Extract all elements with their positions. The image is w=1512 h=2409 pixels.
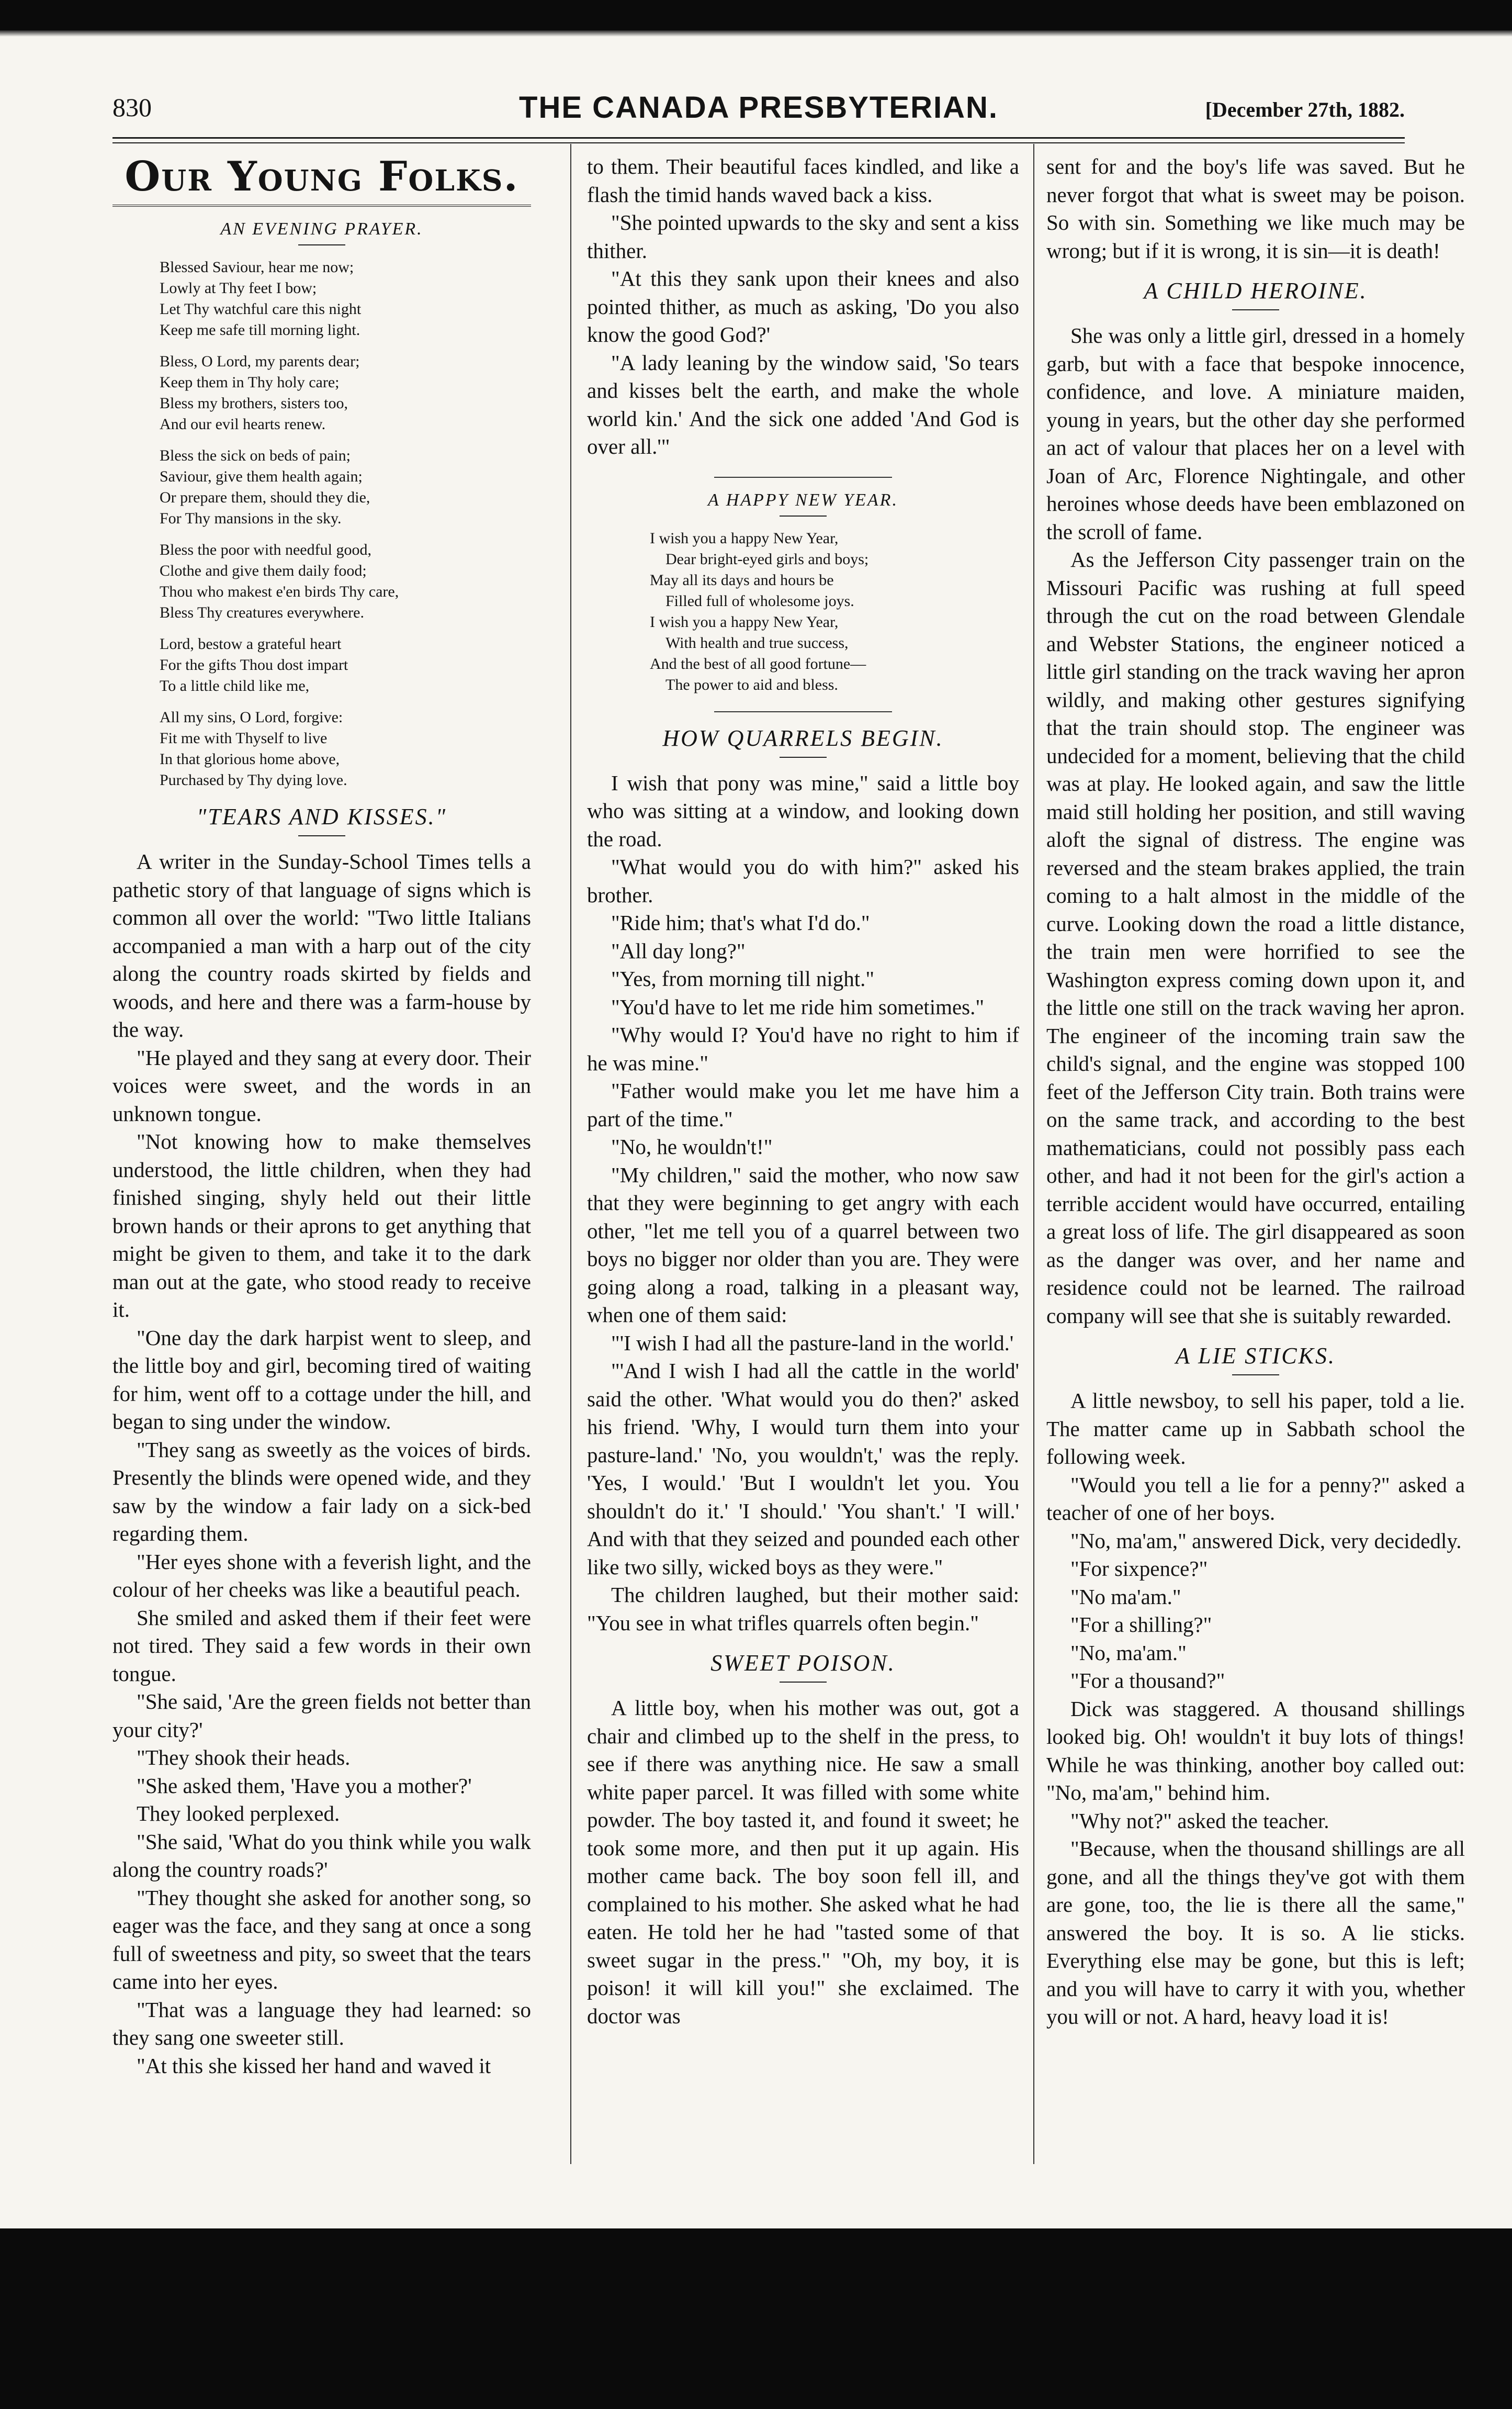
heading-rule (1232, 1374, 1279, 1375)
poem-line: Saviour, give them health again; (160, 468, 363, 485)
paragraph: "At this she kissed her hand and waved it (137, 2053, 491, 2078)
poem-stanza (160, 351, 531, 435)
page-number: 830 (112, 93, 152, 122)
poem-line: Keep them in Thy holy care; (160, 374, 340, 391)
paragraph: "Why would I? You'd have no right to him if he was mine." (587, 1023, 1019, 1075)
paragraph: I wish that pony was mine," said a little boy who was sitting at a window, and looking down the road. (587, 770, 1019, 851)
poem-line: Bless Thy creatures everywhere. (160, 604, 364, 621)
paragraph: A little boy, when his mother was out, got a chair and climbed up to the shelf in the press, to see if there was anything nice. He saw a small white paper parcel. It was filled with some white powder. The boy tasted it, and found it sweet; he took some more, and then put it up again. His mother came back. The boy soon fell ill, and complained to his mother. She asked what he had eaten. He told her he had "tasted some of that sweet sugar in the press." "Oh, my boy, it is poison! it will kill you!" she exclaimed. The doctor was (587, 1696, 1019, 2028)
paragraph: "She pointed upwards to the sky and sent a kiss thither. (587, 210, 1019, 263)
paragraph: "At this they sank upon their knees and also pointed thither, as much as asking, 'Do you also know the good God?' (587, 266, 1019, 346)
article-sweet-poison (587, 1694, 1019, 2030)
poem-line: To a little child like me, (160, 677, 310, 694)
poem-line: Filled full of wholesome joys. (665, 592, 854, 610)
poem-line: I wish you a happy New Year, (650, 613, 839, 631)
poem-line: And the best of all good fortune— (650, 655, 866, 673)
heading-rule (298, 835, 345, 836)
poem-line: Clothe and give them daily food; (160, 562, 367, 579)
poem-line: Or prepare them, should they die, (160, 489, 370, 506)
poem-stanza (160, 634, 531, 697)
poem-heading: AN EVENING PRAYER. (220, 219, 423, 239)
paragraph: She was only a little girl, dressed in a homely garb, but with a face that bespoke innocence, confidence, and love. A miniature maiden, young in years, but the other day she performed an act of valour that places her on a level with Joan of Arc, Florence Nightingale, and other heroines whose deeds have been emblazoned on the scroll of fame. (1046, 323, 1465, 544)
poem-stanza (160, 707, 531, 791)
paragraph: "No, he wouldn't!" (611, 1135, 773, 1159)
paragraph: "Ride him; that's what I'd do." (611, 911, 870, 935)
paragraph: "Not knowing how to make themselves understood, the little children, when they had finished singing, shyly held out their little brown hands or their aprons to get anything that might be given to them, and take it to the dark man out at the gate, who stood ready to receive it. (112, 1129, 531, 1321)
poem-line: Bless the sick on beds of pain; (160, 447, 351, 464)
heading-rule (780, 757, 827, 758)
column-divider (1033, 144, 1034, 2164)
article-heading: A LIE STICKS. (1176, 1343, 1336, 1369)
poem-stanza (160, 540, 531, 623)
article-a-lie-sticks (1046, 1387, 1465, 2031)
paragraph: "What would you do with him?" asked his brother. (587, 855, 1019, 907)
column-3 (1046, 153, 1465, 2183)
paragraph: sent for and the boy's life was saved. But he never forgot that what is sweet may be poison. So with sin. Something we like much may be wrong; but if it is wrong, it is sin—it is death! (1046, 154, 1465, 263)
paragraph: "My children," said the mother, who now saw that they were beginning to get angry with each other, "let me tell you of a quarrel between two boys no bigger nor older than you are. They were going along a road, talking in a pleasant way, when one of them said: (587, 1162, 1019, 1327)
paragraph: "She asked them, 'Have you a mother?' (137, 1773, 472, 1798)
poem-line: May all its days and hours be (650, 571, 834, 589)
article-heading: SWEET POISON. (710, 1650, 896, 1676)
poem-line: Dear bright-eyed girls and boys; (665, 550, 869, 568)
paragraph: "For a thousand?" (1070, 1668, 1225, 1693)
paragraph: "Would you tell a lie for a penny?" asked a teacher of one of her boys. (1046, 1472, 1465, 1525)
article-how-quarrels-begin (587, 769, 1019, 1638)
paragraph: "Her eyes shone with a feverish light, and the colour of her cheeks was like a beautiful peach. (112, 1549, 531, 1601)
paragraph: Dick was staggered. A thousand shillings looked big. Oh! wouldn't it buy lots of things! While he was thinking, another boy called out: "No, ma'am," behind him. (1046, 1696, 1465, 1805)
poem-heading: A HAPPY NEW YEAR. (708, 490, 898, 510)
paragraph: "They shook their heads. (137, 1745, 351, 1769)
paragraph: to them. Their beautiful faces kindled, and like a flash the timid hands waved back a kiss. (587, 154, 1019, 207)
heading-rule (1232, 309, 1279, 310)
poem-line: Lowly at Thy feet I bow; (160, 279, 317, 297)
paragraph: "No ma'am." (1070, 1584, 1181, 1609)
column-divider (570, 144, 571, 2164)
article-heading: A CHILD HEROINE. (1144, 278, 1368, 304)
heading-rule (780, 516, 827, 517)
paragraph: "No, ma'am." (1070, 1640, 1187, 1665)
heading-rule (780, 1682, 827, 1683)
article-a-child-heroine (1046, 322, 1465, 1330)
poem-line: I wish you a happy New Year, (650, 529, 839, 547)
poem-line: Keep me safe till morning light. (160, 321, 360, 339)
poem-line: Let Thy watchful care this night (160, 300, 362, 318)
paragraph: "No, ma'am," answered Dick, very decidedly. (1070, 1528, 1462, 1553)
poem-stanza (160, 257, 531, 341)
masthead-title: THE CANADA PRESBYTERIAN. (519, 91, 998, 125)
poem-line: Bless the poor with needful good, (160, 541, 371, 558)
scan-bottom-border (0, 2228, 1512, 2409)
poem-stanza (160, 445, 531, 529)
poem-line: Fit me with Thyself to live (160, 730, 328, 747)
paragraph: "You'd have to let me ride him sometimes." (611, 994, 985, 1019)
paragraph: "A lady leaning by the window said, 'So tears and kisses belt the earth, and make the whole world kin.' And the sick one added 'And God is over all.'" (587, 350, 1019, 458)
paragraph: A little newsboy, to sell his paper, told a lie. The matter came up in Sabbath school the following week. (1046, 1388, 1465, 1469)
paragraph: "She said, 'What do you think while you walk along the country roads?' (112, 1829, 531, 1881)
paragraph: "Because, when the thousand shillings are all gone, and all the things they've got with them are gone, too, the lie is there all the same," answered the boy. It is so. A lie sticks. Everything else may be gone, but this is left; and you will have to carry it with you, whether you will or not. A hard, heavy load it is! (1046, 1836, 1465, 2029)
column-1 (112, 153, 531, 2183)
poem-evening-prayer (160, 257, 531, 791)
paragraph: "They thought she asked for another song, so eager was the face, and they sang at once a song full of sweetness and pity, so sweet that the tears came into her eyes. (112, 1885, 531, 1993)
paragraph: "Why not?" asked the teacher. (1070, 1808, 1329, 1833)
poem-line: And our evil hearts renew. (160, 416, 326, 433)
scan-top-edge (0, 30, 1512, 37)
paragraph: The children laughed, but their mother said: "You see in what trifles quarrels often begin." (587, 1583, 1019, 1635)
paragraph: "For sixpence?" (1070, 1556, 1208, 1581)
paragraph: "Father would make you let me have him a part of the time." (587, 1079, 1019, 1131)
paragraph: "Yes, from morning till night." (611, 967, 875, 991)
article-sweet-poison-continued (1046, 153, 1465, 265)
issue-date: [December 27th, 1882. (1205, 98, 1405, 121)
poem-line: With health and true success, (665, 634, 849, 652)
paragraph: "'I wish I had all the pasture-land in the world.' (611, 1330, 1014, 1355)
poem-line: Blessed Saviour, hear me now; (160, 259, 354, 276)
article-heading: "TEARS AND KISSES." (196, 804, 447, 830)
poem-line: For the gifts Thou dost impart (160, 656, 348, 674)
paragraph: A writer in the Sunday-School Times tells a pathetic story of that language of signs which is common all over the world: "Two little Italians accompanied a man with a harp out of the city along the country roads skirted by fields and woods, and here and there was a farm-house by the way. (112, 849, 531, 1041)
page-header (112, 92, 1405, 129)
poem-line: In that glorious home above, (160, 750, 340, 768)
poem-line: Thou who makest e'en birds Thy care, (160, 583, 399, 600)
paragraph: "He played and they sang at every door. Their voices were sweet, and the words in an unknown tongue. (112, 1045, 531, 1126)
paragraph: They looked perplexed. (137, 1801, 340, 1825)
article-heading: HOW QUARRELS BEGIN. (662, 725, 944, 751)
paragraph: She smiled and asked them if their feet were not tired. They said a few words in their own tongue. (112, 1605, 531, 1686)
article-tears-and-kisses (112, 848, 531, 2080)
paragraph: As the Jefferson City passenger train on the Missouri Pacific was rushing at full speed through the cut on the road between Glendale and Webster Stations, the engineer noticed a little girl standing on the track waving her apron wildly, and making other gestures signifying that the train should stop. The engineer was undecided for a moment, believing that the child was at play. He looked again, and saw the little maid still holding her position, and still waving aloft the signal of distress. The engine was reversed and the steam brakes applied, the train coming to a halt almost in the middle of the curve. Looking down the road a little distance, the train men were horrified to see the Washington express coming down upon it, and the little one still on the track waving her apron. The engineer of the incoming train saw the child's signal, and the engine was stopped 100 feet of the Jefferson City train. Both trains were on the same track, and according to the best mathematicians, could not possibly pass each other, and had it not been for the girl's action a terrible accident would have occurred, entailing a great loss of life. The girl disappeared as soon as the danger was over, and her name and residence could not be learned. The railroad company will see that she is suitably rewarded. (1046, 547, 1465, 1328)
scan-top-border (0, 0, 1512, 30)
header-rule (112, 137, 1405, 143)
heading-rule (298, 244, 345, 245)
column-2 (587, 153, 1019, 2183)
section-title-our-young-folks: Our Young Folks. (112, 153, 531, 207)
paragraph: "'And I wish I had all the cattle in the world' said the other. 'What would you do then?' asked his friend. 'Why, I would turn them into your pasture-land.' 'No, you wouldn't,' was the reply. 'Yes, I would.' 'But I wouldn't let you. You shouldn't do it.' 'I should.' 'You shan't.' 'I will.' And with that they seized and pounded each other like two silly, wicked boys as they were." (587, 1359, 1019, 1579)
paragraph: "For a shilling?" (1070, 1612, 1212, 1637)
paragraph: "They sang as sweetly as the voices of birds. Presently the blinds were opened wide, and they saw by the window a fair lady on a sick-bed regarding them. (112, 1437, 531, 1545)
poem-line: Purchased by Thy dying love. (160, 771, 347, 789)
poem-line: All my sins, O Lord, forgive: (160, 709, 343, 726)
article-tears-and-kisses-continued (587, 153, 1019, 461)
poem-line: Bless my brothers, sisters too, (160, 395, 348, 412)
paragraph: "One day the dark harpist went to sleep, and the little boy and girl, becoming tired of waiting for him, went off to a cottage under the hill, and began to sing under the window. (112, 1325, 531, 1433)
separator-rule (714, 711, 892, 712)
poem-line: The power to aid and bless. (665, 676, 838, 693)
paragraph: "That was a language they had learned: so they sang one sweeter still. (112, 1997, 531, 2049)
paragraph: "All day long?" (611, 938, 746, 963)
poem-line: Lord, bestow a grateful heart (160, 635, 342, 653)
poem-line: For Thy mansions in the sky. (160, 510, 342, 527)
paragraph: "She said, 'Are the green fields not better than your city?' (112, 1689, 531, 1742)
poem-happy-new-year (650, 528, 1019, 696)
poem-line: Bless, O Lord, my parents dear; (160, 353, 360, 370)
separator-rule (714, 477, 892, 478)
